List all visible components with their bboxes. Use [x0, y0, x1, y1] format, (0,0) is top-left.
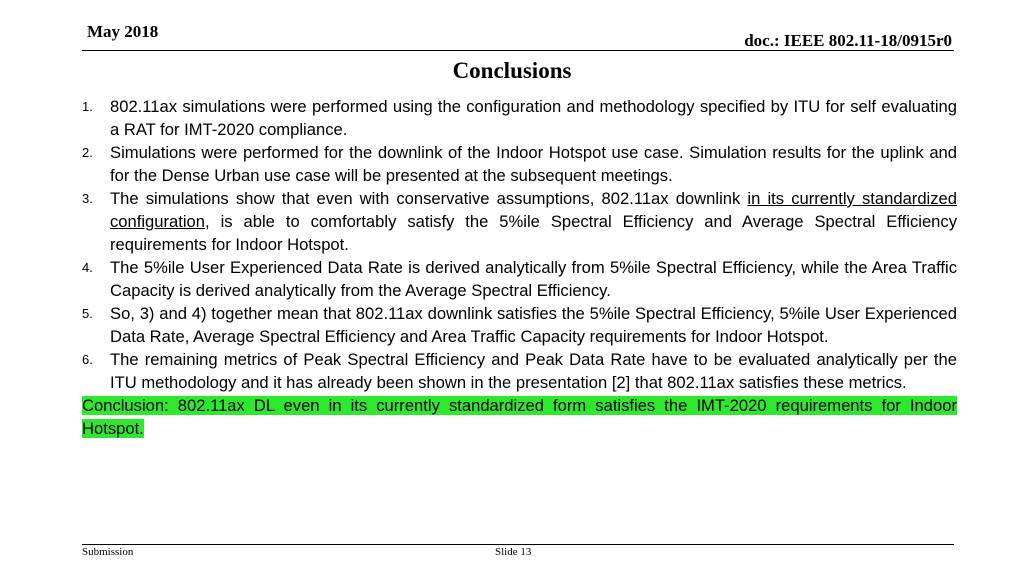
list-number: 3.	[82, 191, 93, 206]
header-date: May 2018	[87, 22, 159, 41]
list-item-5	[82, 302, 957, 348]
list-number: 6.	[82, 352, 93, 367]
slide-title: Conclusions	[452, 58, 572, 83]
highlighted-conclusion: Conclusion: 802.11ax DL even in its currently standardized form satisfies the IMT-2020 requirements for Indoor Hotspot.	[82, 396, 957, 438]
list-item-6	[82, 348, 957, 394]
conclusion-paragraph	[82, 394, 957, 440]
list-item-text: 802.11ax simulations were performed using the configuration and methodology specified by ITU for self evaluating a RAT for IMT-2020 compliance.	[110, 97, 957, 139]
underlined-phrase: in its currently standardized configuration	[110, 189, 957, 231]
slide-number: Slide 13	[495, 546, 532, 558]
list-item-text-continued: , is able to comfortably satisfy the 5%ile Spectral Efficiency and Average Spectral Efficiency requirements for Indoor Hotspot.	[110, 212, 957, 254]
list-item-text: Simulations were performed for the downlink of the Indoor Hotspot use case. Simulation results for the uplink and for the Dense Urban use case will be presented at the subsequent meetings.	[110, 143, 957, 185]
list-item-3	[82, 187, 957, 256]
footer-submission: Submission	[82, 546, 134, 558]
list-number: 4.	[82, 260, 93, 275]
list-number: 5.	[82, 306, 93, 321]
document-id: doc.: IEEE 802.11-18/0915r0	[744, 31, 952, 50]
list-item-text: So, 3) and 4) together mean that 802.11ax downlink satisfies the 5%ile Spectral Efficiency, 5%ile User Experienced Data Rate, Average Spectral Efficiency and Area Traffic Capacity requirements for Indoor Hotspot.	[110, 304, 957, 346]
header-divider	[82, 50, 954, 51]
list-number: 1.	[82, 99, 93, 114]
list-item-text: The remaining metrics of Peak Spectral Efficiency and Peak Data Rate have to be evaluated analytically per the ITU methodology and it has already been shown in the presentation [2] that 802.11ax satisfies these metrics.	[110, 350, 957, 392]
slide-body	[82, 95, 957, 440]
list-item-4	[82, 256, 957, 302]
list-item-text: The simulations show that even with conservative assumptions, 802.11ax downlink	[110, 189, 748, 208]
conclusions-list	[82, 95, 957, 394]
footer-divider	[82, 544, 954, 545]
list-number: 2.	[82, 145, 93, 160]
list-item-1	[82, 95, 957, 141]
list-item-text: The 5%ile User Experienced Data Rate is derived analytically from 5%ile Spectral Efficiency, while the Area Traffic Capacity is derived analytically from the Average Spectral Efficiency.	[110, 258, 957, 300]
list-item-2	[82, 141, 957, 187]
